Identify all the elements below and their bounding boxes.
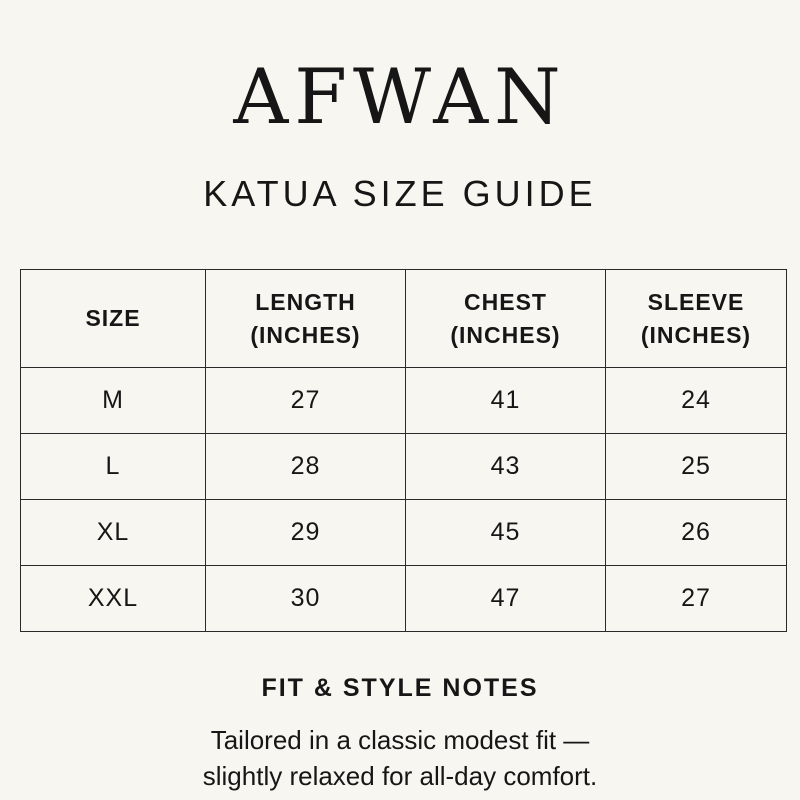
cell-sleeve: 26 <box>606 500 787 566</box>
cell-chest: 41 <box>406 368 606 434</box>
header-chest <box>406 270 606 368</box>
size-table <box>20 269 787 632</box>
cell-length: 29 <box>206 500 406 566</box>
table-header-row <box>21 270 787 368</box>
cell-length: 27 <box>206 368 406 434</box>
notes-line: Tailored in a classic modest fit — <box>210 725 590 755</box>
header-length <box>206 270 406 368</box>
notes-title: FIT & STYLE NOTES <box>261 674 539 702</box>
header-label: SIZE <box>85 305 141 331</box>
cell-size: L <box>21 434 206 500</box>
brand-logo: AFWAN <box>233 52 567 141</box>
notes-body <box>0 722 800 794</box>
cell-chest: 45 <box>406 500 606 566</box>
cell-sleeve: 27 <box>606 566 787 632</box>
header-unit: (INCHES) <box>640 321 752 348</box>
header-size <box>21 270 206 368</box>
cell-chest: 43 <box>406 434 606 500</box>
header-label: SLEEVE <box>647 288 745 315</box>
table-row <box>21 368 787 434</box>
cell-chest: 47 <box>406 566 606 632</box>
cell-length: 30 <box>206 566 406 632</box>
header-label: LENGTH <box>255 288 356 315</box>
cell-sleeve: 24 <box>606 368 787 434</box>
notes-line: slightly relaxed for all-day comfort. <box>202 761 598 791</box>
table-row <box>21 434 787 500</box>
cell-size: XL <box>21 500 206 566</box>
cell-size: M <box>21 368 206 434</box>
header-label: CHEST <box>464 288 547 315</box>
cell-length: 28 <box>206 434 406 500</box>
cell-sleeve: 25 <box>606 434 787 500</box>
table-row <box>21 566 787 632</box>
header-sleeve <box>606 270 787 368</box>
header-unit: (INCHES) <box>450 321 561 348</box>
table-row <box>21 500 787 566</box>
cell-size: XXL <box>21 566 206 632</box>
page-title: KATUA SIZE GUIDE <box>203 173 597 214</box>
header-unit: (INCHES) <box>250 321 361 348</box>
